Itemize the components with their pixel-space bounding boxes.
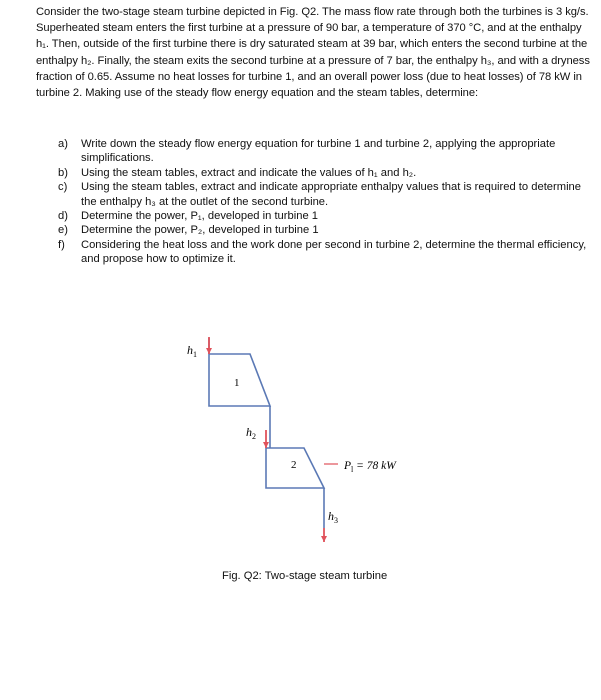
h2-arrow-head — [263, 442, 269, 448]
turbine-2-label: 2 — [291, 459, 297, 471]
h3-arrow-head — [321, 536, 327, 542]
part-text: Using the steam tables, extract and indicate the values of h₁ and h₂. — [81, 166, 417, 179]
problem-statement: Consider the two-stage steam turbine depicted in Fig. Q2. The mass flow rate through both the turbines is 3 kg/s. Superheated steam enters the first turbine at a pressure of 90 bar, a temperature of 370 °C, and at the enthalpy h₁. Then, outside of the first turbine there is dry saturated steam at 39 bar, which enters the second turbine at the enthalpy h₂. Finally, the steam exits the second turbine at a pressure of 7 bar, the enthalpy h₃, and with a dryness fraction of 0.65. Assume no heat losses for turbine 1, and an overall power loss (due to heat losses) of 78 kW in turbine 2. Making use of the steady flow energy equation and the steam tables, determine: — [36, 6, 590, 100]
h1-arrow-head — [206, 348, 212, 354]
part-label: d) — [58, 210, 68, 223]
turbine-1-label: 1 — [234, 377, 240, 389]
part-text: Using the steam tables, extract and indicate appropriate enthalpy values that is required to determine the enthalpy h₃ at the outlet of the second turbine. — [81, 181, 581, 208]
part-label: a) — [58, 138, 68, 150]
part-text: Write down the steady flow energy equation for turbine 1 and turbine 2, applying the appropriate simplifications. — [81, 138, 556, 165]
turbine-1-shape — [209, 354, 270, 406]
part-text: Determine the power, P₁, developed in turbine 1 — [81, 210, 318, 223]
part-text: Considering the heat loss and the work done per second in turbine 2, determine the thermal efficiency, and propose how to optimize it. — [81, 238, 587, 266]
part-label: e) — [58, 224, 68, 237]
part-label: c) — [58, 181, 68, 194]
part-text: Determine the power, P₂, developed in turbine 1 — [81, 224, 319, 237]
h1-label: $h_1$ — [187, 343, 197, 359]
figure-caption: Fig. Q2: Two-stage steam turbine — [222, 570, 388, 582]
power-loss-label: $P_l = 78$ kW — [344, 460, 396, 474]
h3-label: $h_3$ — [328, 509, 338, 525]
part-label: f) — [58, 238, 65, 251]
part-label: b) — [58, 166, 68, 179]
h2-label: $h_2$ — [246, 425, 256, 441]
